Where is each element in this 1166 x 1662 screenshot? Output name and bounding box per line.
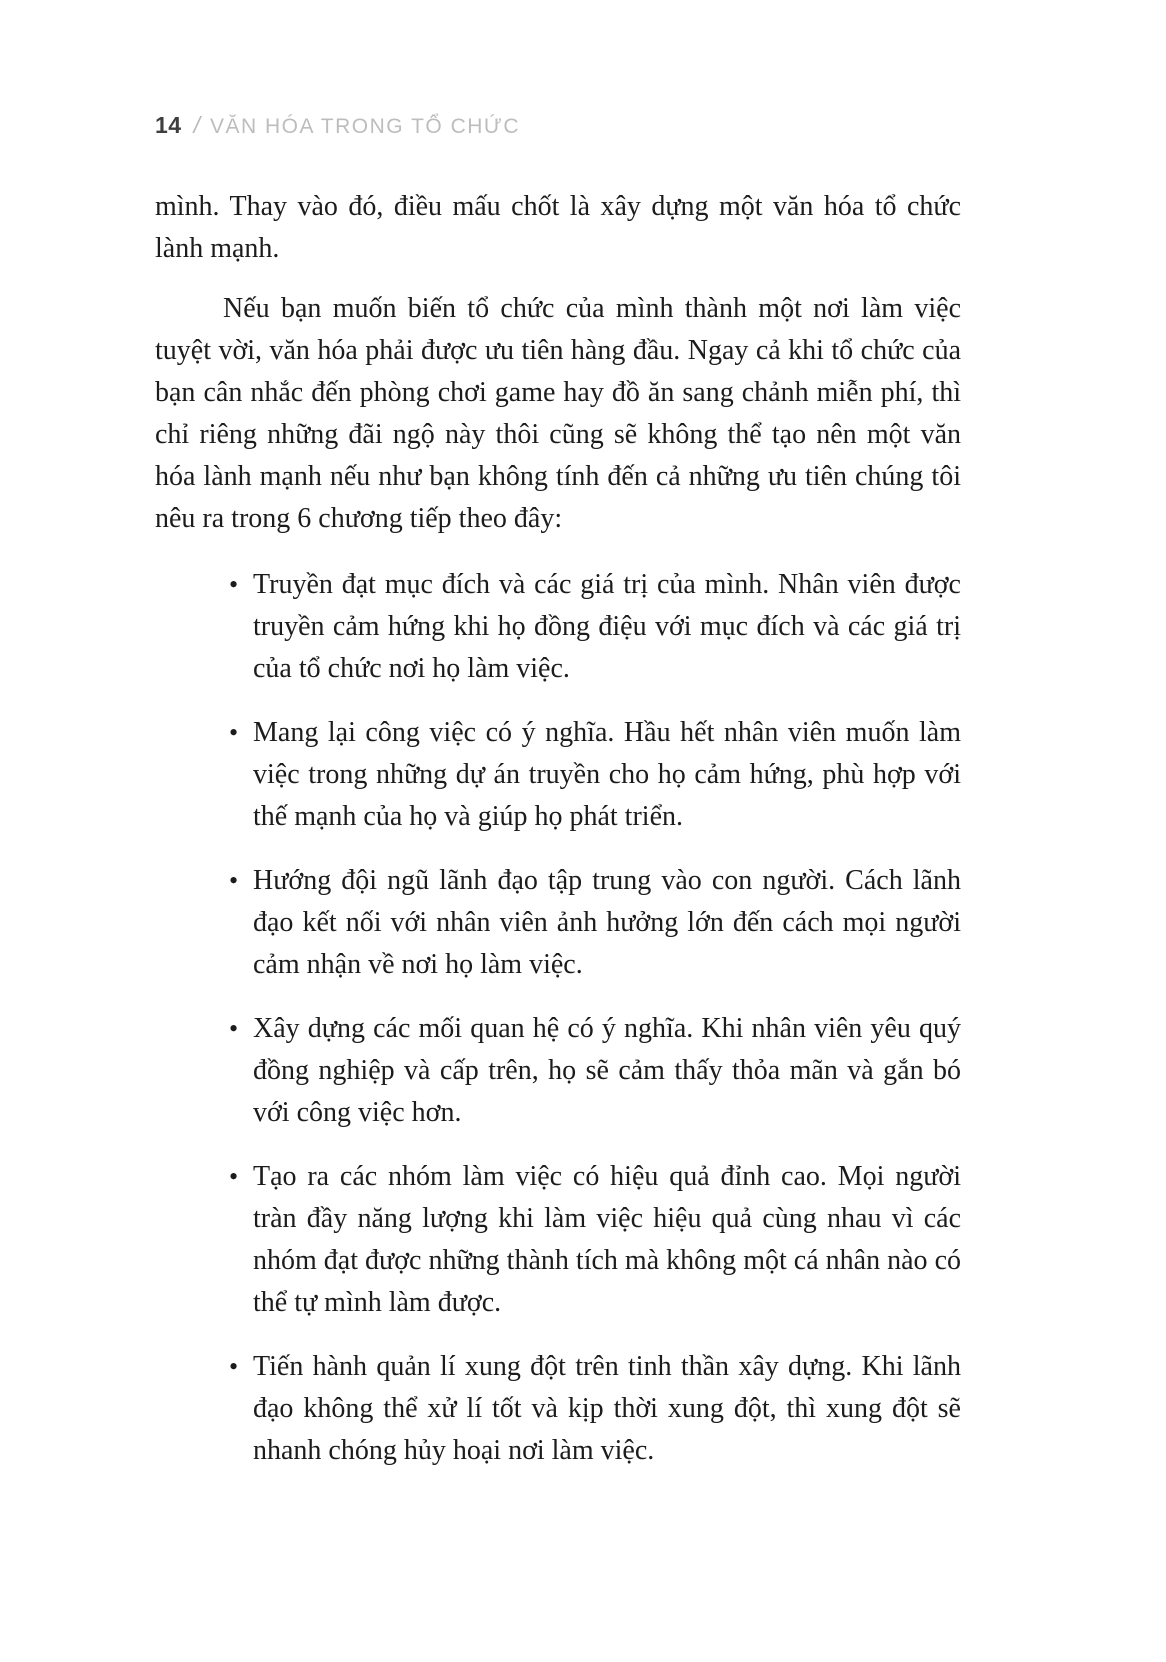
bullet-text: Mang lại công việc có ý nghĩa. Hầu hết nhân viên muốn làm việc trong những dự án truyền cho họ cảm hứng, phù hợp với thế mạnh của họ và giúp họ phát triển. xyxy=(253,717,961,832)
body-text xyxy=(155,186,961,1494)
bullet-item xyxy=(229,1008,961,1134)
bullet-list xyxy=(155,564,961,1472)
paragraph: Nếu bạn muốn biến tổ chức của mình thành một nơi làm việc tuyệt vời, văn hóa phải được ưu tiên hàng đầu. Ngay cả khi tổ chức của bạn cân nhắc đến phòng chơi game hay đồ ăn sang chảnh miễn phí, thì chỉ riêng những đãi ngộ này thôi cũng sẽ không thể tạo nên một văn hóa lành mạnh nếu như bạn không tính đến cả những ưu tiên chúng tôi nêu ra trong 6 chương tiếp theo đây: xyxy=(155,293,961,534)
paragraph: mình. Thay vào đó, điều mấu chốt là xây dựng một văn hóa tổ chức lành mạnh. xyxy=(155,191,961,264)
bullet-icon: • xyxy=(229,866,239,895)
bullet-text: Truyền đạt mục đích và các giá trị của mình. Nhân viên được truyền cảm hứng khi họ đồng điệu với mục đích và các giá trị của tổ chức nơi họ làm việc. xyxy=(253,569,961,684)
bullet-item xyxy=(229,712,961,838)
header-slash-icon: / xyxy=(193,112,200,138)
bullet-item xyxy=(229,1346,961,1472)
bullet-icon: • xyxy=(229,570,239,599)
bullet-item xyxy=(229,564,961,690)
bullet-icon: • xyxy=(229,1162,239,1191)
bullet-item xyxy=(229,1156,961,1324)
page-number: 14 xyxy=(155,112,182,138)
bullet-text: Hướng đội ngũ lãnh đạo tập trung vào con người. Cách lãnh đạo kết nối với nhân viên ảnh hưởng lớn đến cách mọi người cảm nhận về nơi họ làm việc. xyxy=(253,865,961,980)
running-title: VĂN HÓA TRONG TỔ CHỨC xyxy=(209,115,521,138)
bullet-text: Tạo ra các nhóm làm việc có hiệu quả đỉnh cao. Mọi người tràn đầy năng lượng khi làm việc hiệu quả cùng nhau vì các nhóm đạt được những thành tích mà không một cá nhân nào có thể tự mình làm được. xyxy=(253,1161,961,1318)
bullet-icon: • xyxy=(229,718,239,747)
bullet-item xyxy=(229,860,961,986)
bullet-icon: • xyxy=(229,1014,239,1043)
bullet-icon: • xyxy=(229,1352,239,1381)
bullet-text: Tiến hành quản lí xung đột trên tinh thần xây dựng. Khi lãnh đạo không thể xử lí tốt và kịp thời xung đột, thì xung đột sẽ nhanh chóng hủy hoại nơi làm việc. xyxy=(253,1351,961,1466)
running-header xyxy=(155,112,520,139)
bullet-text: Xây dựng các mối quan hệ có ý nghĩa. Khi nhân viên yêu quý đồng nghiệp và cấp trên, họ sẽ cảm thấy thỏa mãn và gắn bó với công việc hơn. xyxy=(253,1013,961,1128)
